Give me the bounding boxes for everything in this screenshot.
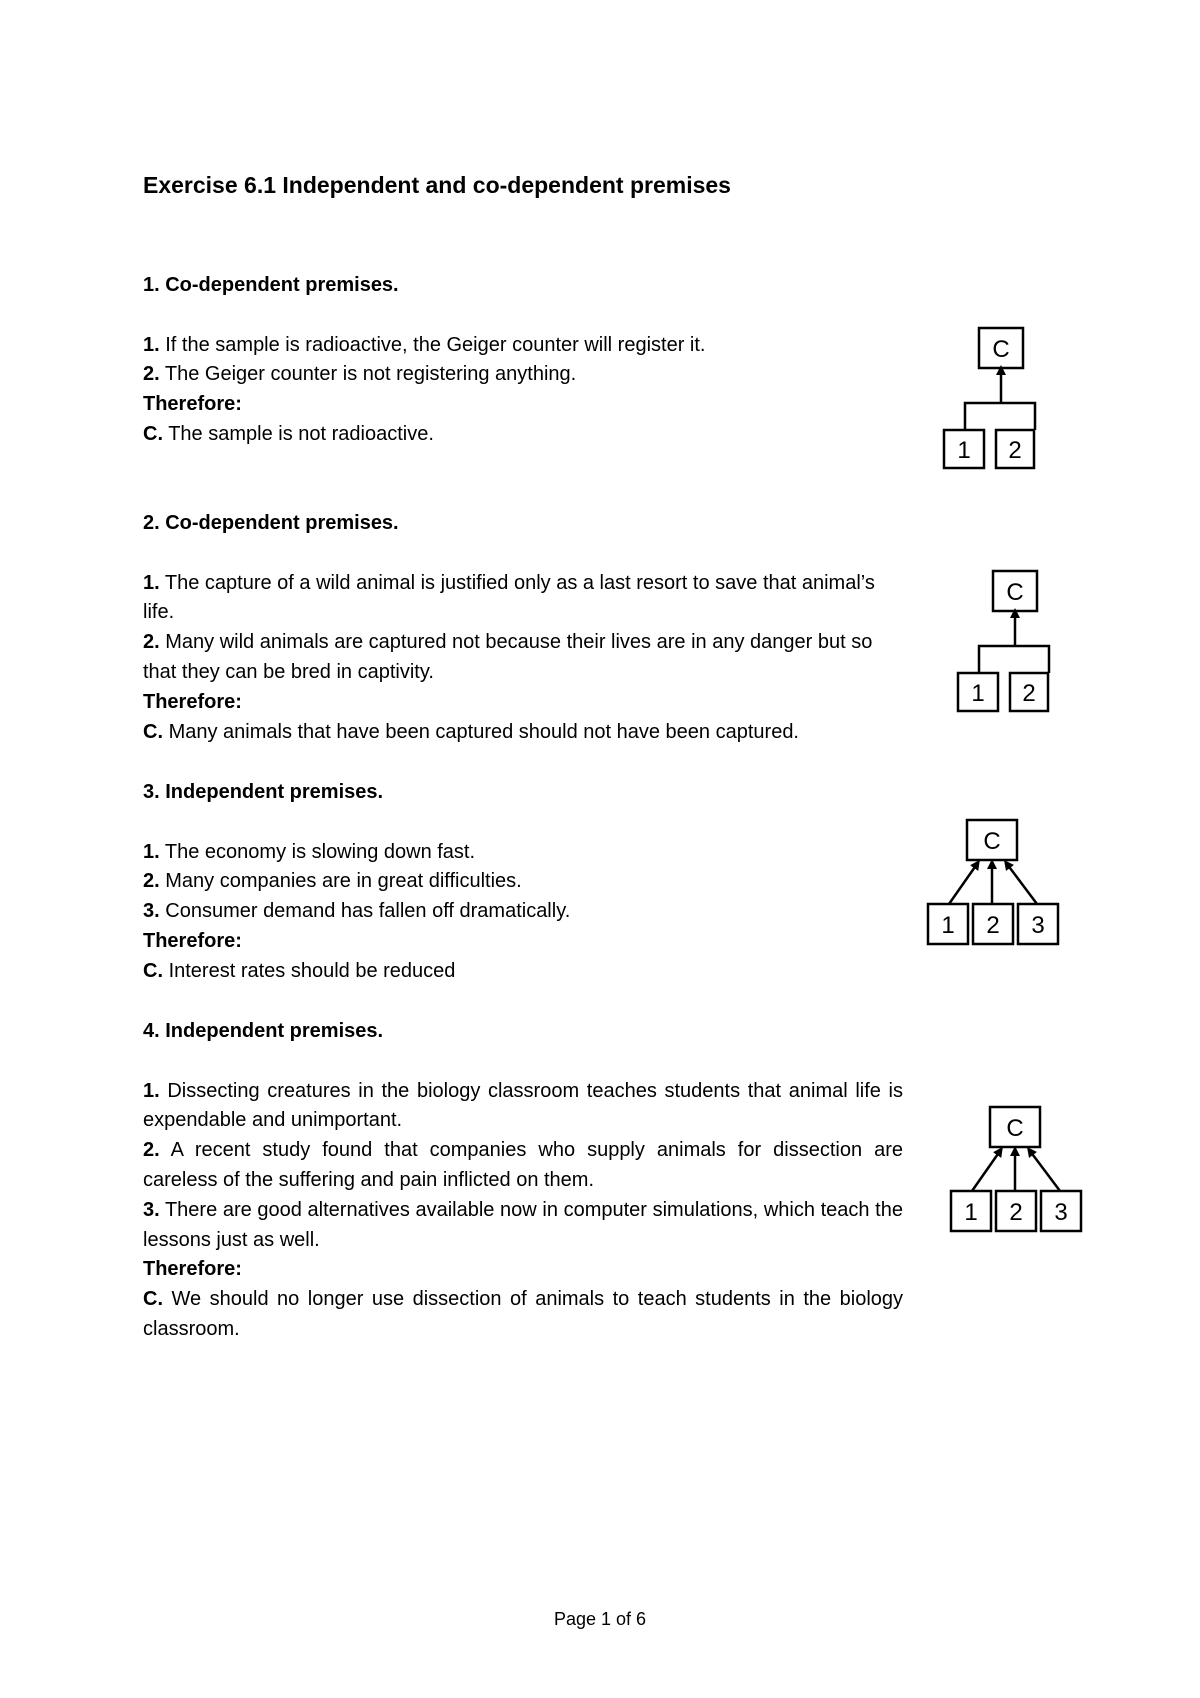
conclusion-box-label: C [1006,1115,1024,1142]
therefore-label: Therefore: [143,690,242,713]
section-heading: 3. Independent premises. [143,781,384,803]
premise-3: 3. There are good alternatives available now in computer simulations, which teach the lessons just as well. [143,1198,903,1251]
conclusion-box-label: C [983,828,1001,855]
premise-box-3-label: 3 [1054,1199,1068,1226]
premise-2: 2. The Geiger counter is not registering anything. [143,363,577,386]
premise-1: 1. The economy is slowing down fast. [143,840,476,863]
premise-box-1-label: 1 [971,680,985,707]
co-dependent-bracket [965,403,1035,430]
premise-box-2-label: 2 [986,912,1000,939]
conclusion: C. We should no longer use dissection of animals to teach students in the biology classroom. [143,1288,904,1340]
co-dependent-bracket [979,646,1049,673]
conclusion: C. The sample is not radioactive. [143,422,434,445]
premise-1: 1. The capture of a wild animal is justified only as a last resort to save that animal’s life. [143,571,875,624]
premise-box-2-label: 2 [1008,437,1022,464]
argument-diagram-2 [954,569,1054,715]
premise-box-2-label: 2 [1009,1199,1023,1226]
premise-2: 2. Many wild animals are captured not because their lives are in any danger but so that they can be bred in captivity. [143,631,873,683]
section-heading: 4. Independent premises. [143,1020,384,1042]
conclusion-box-label: C [992,336,1010,363]
argument-diagram-3 [925,818,1065,950]
exercise-section-2 [143,509,903,747]
conclusion: C. Many animals that have been captured should not have been captured. [143,720,799,743]
premise-3: 3. Consumer demand has fallen off dramatically. [143,900,571,923]
section-heading: 1. Co-dependent premises. [143,274,399,296]
page-title: Exercise 6.1 Independent and co-dependent premises [143,172,731,198]
page-footer: Page 1 of 6 [553,1609,647,1629]
section-heading: 2. Co-dependent premises. [143,512,399,534]
exercise-section-4 [143,1017,903,1345]
argument-diagram-4 [948,1105,1088,1237]
conclusion: C. Interest rates should be reduced [143,959,456,982]
support-arrow-3 [1030,1151,1060,1191]
support-arrow-1 [972,1151,1000,1191]
premise-1: 1. Dissecting creatures in the biology classroom teaches students that animal life is expendable and unimportant. [143,1079,903,1132]
premise-2: 2. Many companies are in great difficulties. [143,870,522,893]
premise-2: 2. A recent study found that companies who supply animals for dissection are careless of the suffering and pain inflicted on them. [143,1139,903,1191]
argument-diagram-1 [940,326,1040,472]
therefore-label: Therefore: [143,929,242,952]
premise-1: 1. If the sample is radioactive, the Geiger counter will register it. [143,333,706,356]
exercise-section-3 [143,778,903,987]
support-arrow-1 [949,864,977,904]
therefore-label: Therefore: [143,1258,242,1281]
premise-box-1-label: 1 [964,1199,978,1226]
premise-box-2-label: 2 [1022,680,1036,707]
premise-box-1-label: 1 [957,437,971,464]
premise-box-3-label: 3 [1031,912,1045,939]
support-arrow-3 [1007,864,1037,904]
conclusion-box-label: C [1006,579,1024,606]
therefore-label: Therefore: [143,393,242,416]
exercise-section-1 [143,271,903,450]
premise-box-1-label: 1 [941,912,955,939]
